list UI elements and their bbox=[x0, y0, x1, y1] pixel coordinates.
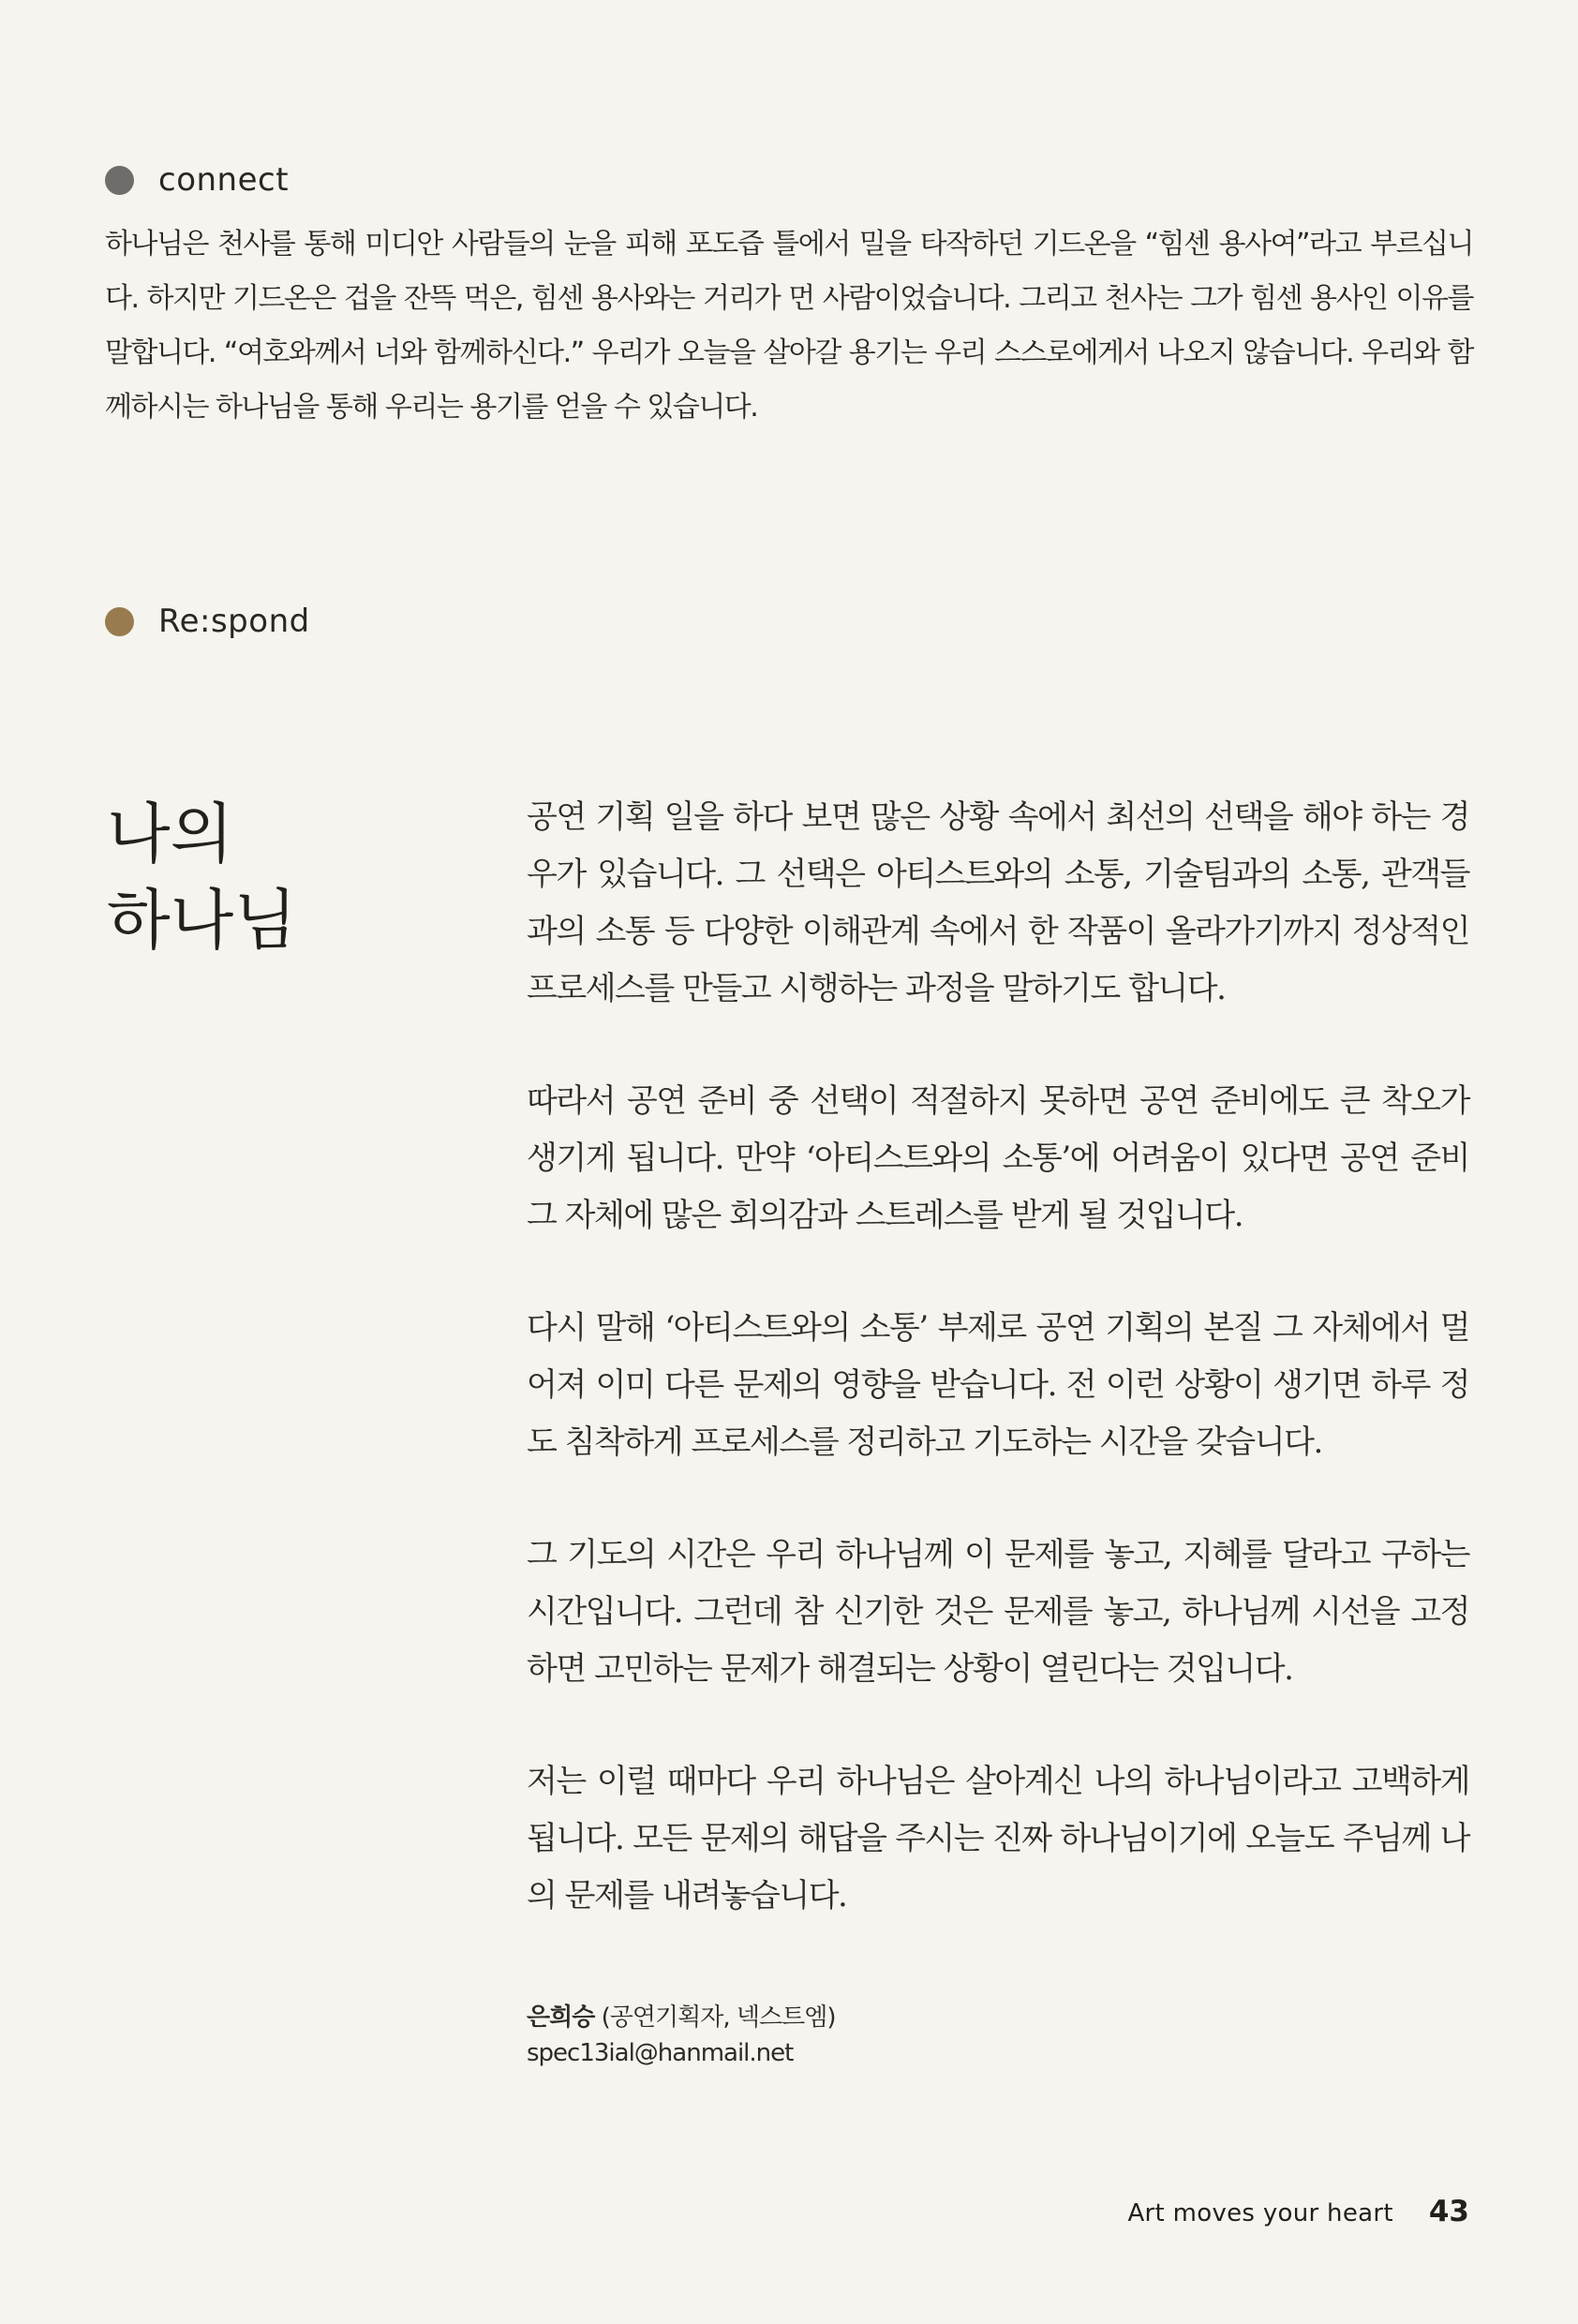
article-title-line-2: 하나님 bbox=[107, 882, 297, 959]
article-body bbox=[527, 789, 1469, 1980]
connect-bullet-icon bbox=[105, 166, 134, 195]
article-paragraph-2: 따라서 공연 준비 중 선택이 적절하지 못하면 공연 준비에도 큰 착오가 생기게 됩니다. 만약 ‘아티스트와의 소통’에 어려움이 있다면 공연 준비 그 자체에 많은 회의감과 스트레스를 받게 될 것입니다. bbox=[527, 1082, 1469, 1234]
article-title-line-1: 나의 bbox=[107, 796, 234, 872]
page-number: 43 bbox=[1428, 2195, 1469, 2228]
article-paragraph-3: 다시 말해 ‘아티스트와의 소통’ 부제로 공연 기획의 본질 그 자체에서 멀어져 이미 다른 문제의 영향을 받습니다. 전 이런 상황이 생기면 하루 정도 침착하게 프로세스를 정리하고 기도하는 시간을 갖습니다. bbox=[527, 1309, 1469, 1461]
respond-bullet-icon bbox=[105, 607, 134, 636]
article-title bbox=[107, 791, 297, 963]
article-paragraph-5: 저는 이럴 때마다 우리 하나님은 살아계신 나의 하나님이라고 고백하게 됩니다. 모든 문제의 해답을 주시는 진짜 하나님이기에 오늘도 주님께 나의 문제를 내려놓습니다. bbox=[527, 1763, 1469, 1914]
author-line bbox=[527, 2000, 836, 2035]
page-footer bbox=[1127, 2195, 1469, 2228]
connect-heading-label: connect bbox=[158, 161, 290, 199]
connect-section-heading bbox=[105, 161, 289, 199]
connect-body-text: 하나님은 천사를 통해 미디안 사람들의 눈을 피해 포도즙 틀에서 밀을 타작하던 기드온을 “힘센 용사여”라고 부르십니다. 하지만 기드온은 겁을 잔뜩 먹은, 힘센 용사와는 거리가 먼 사람이었습니다. 그리고 천사는 그가 힘센 용사인 이유를 말합니다. “여호와께서 너와 함께하신다.” 우리가 오늘을 살아갈 용기는 우리 스스로에게서 나오지 않습니다. 우리와 함께하시는 하나님을 통해 우리는 용기를 얻을 수 있습니다. bbox=[105, 228, 1473, 424]
author-email: spec13ial@hanmail.net bbox=[527, 2039, 794, 2067]
footer-tagline: Art moves your heart bbox=[1127, 2199, 1393, 2227]
respond-heading-label: Re:spond bbox=[158, 603, 310, 640]
author-role: (공연기획자, 넥스트엠) bbox=[601, 2004, 836, 2032]
author-name: 은희승 bbox=[527, 2004, 595, 2032]
author-byline bbox=[527, 2000, 836, 2071]
respond-section-heading bbox=[105, 603, 310, 640]
article-paragraph-1: 공연 기획 일을 하다 보면 많은 상황 속에서 최선의 선택을 해야 하는 경우가 있습니다. 그 선택은 아티스트와의 소통, 기술팀과의 소통, 관객들과의 소통 등 다양한 이해관계 속에서 한 작품이 올라가기까지 정상적인 프로세스를 만들고 시행하는 과정을 말하기도 합니다. bbox=[527, 798, 1469, 1007]
article-paragraph-4: 그 기도의 시간은 우리 하나님께 이 문제를 놓고, 지혜를 달라고 구하는 시간입니다. 그런데 참 신기한 것은 문제를 놓고, 하나님께 시선을 고정하면 고민하는 문제가 해결되는 상황이 열린다는 것입니다. bbox=[527, 1536, 1469, 1688]
